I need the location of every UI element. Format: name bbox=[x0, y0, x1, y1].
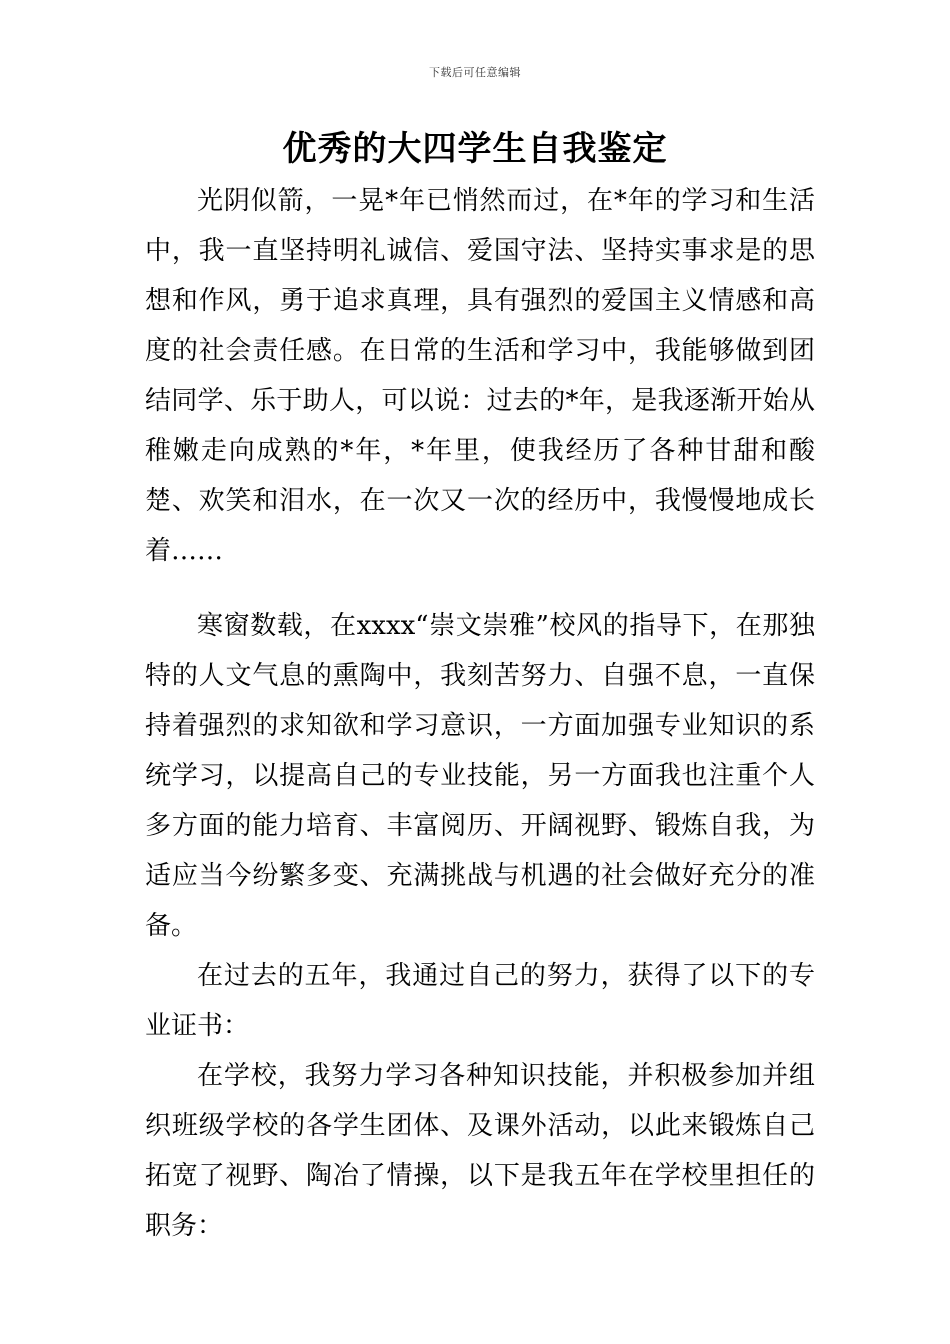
document-body bbox=[145, 176, 815, 1251]
paragraph-study: 寒窗数载，在xxxx“崇文崇雅”校风的指导下，在那独特的人文气息的熏陶中，我刻苦努力、自强不息，一直保持着强烈的求知欲和学习意识，一方面加强专业知识的系统学习，以提高自己的专业技能，另一方面我也注重个人多方面的能力培育、丰富阅历、开阔视野、锻炼自我，为适应当今纷繁多变、充满挑战与机遇的社会做好充分的准备。 bbox=[145, 611, 815, 941]
paragraph-intro: 光阴似箭，一晃*年已悄然而过，在*年的学习和生活中，我一直坚持明礼诚信、爱国守法、坚持实事求是的思想和作风，勇于追求真理，具有强烈的爱国主义情感和高度的社会责任感。在日常的生活和学习中，我能够做到团结同学、乐于助人，可以说：过去的*年，是我逐渐开始从稚嫩走向成熟的*年，*年里，使我经历了各种甘甜和酸楚、欢笑和泪水，在一次又一次的经历中，我慢慢地成长着…… bbox=[145, 186, 815, 566]
document-title: 优秀的大四学生自我鉴定 bbox=[282, 129, 668, 169]
header-note: 下载后可任意编辑 bbox=[429, 66, 521, 79]
paragraph-positions: 在学校，我努力学习各种知识技能，并积极参加并组织班级学校的各学生团体、及课外活动，以此来锻炼自己拓宽了视野、陶冶了情操，以下是我五年在学校里担任的职务： bbox=[145, 1061, 815, 1241]
paragraph-certificates: 在过去的五年，我通过自己的努力，获得了以下的专业证书： bbox=[145, 961, 815, 1041]
